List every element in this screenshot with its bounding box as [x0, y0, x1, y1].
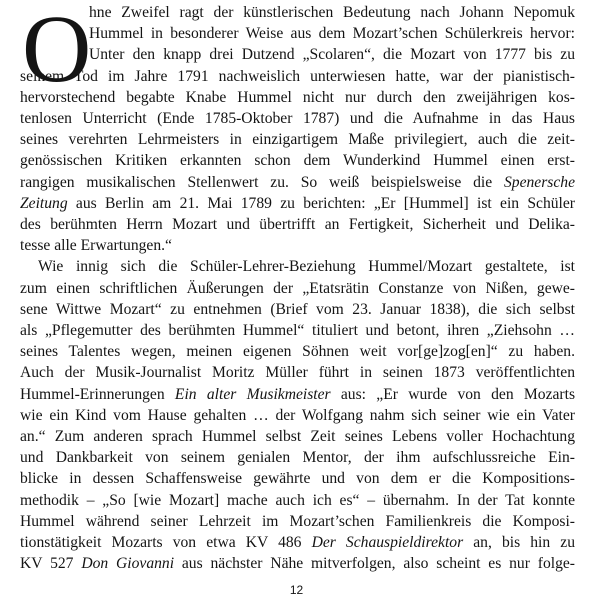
text-line: seinem Tod im Jahre 1791 nachweislich unterwiesen hatte, war der pianistisch-: [20, 67, 575, 85]
text-line: hne Zweifel ragt der künstlerischen Bedeutung nach Johann Nepomuk: [89, 4, 575, 21]
italic-title: Ein alter Musikmeister: [174, 385, 331, 403]
drop-cap: O: [22, 0, 92, 102]
text-line: [20, 384, 575, 405]
text-line: seines verehrten Lehrmeisters in einzigartigem Maße privilegiert, auch die zeit-: [20, 131, 575, 149]
text-line: genössischen Kritiken erkannten schon dem Wunderkind Hummel einen erst-: [20, 152, 575, 170]
text-line: Hummel in besonderer Weise aus dem Mozart’schen Schülerkreis hervor:: [89, 25, 575, 43]
text-line: des berühmten Herrn Mozart und übertrifft an Fertigkeit, Sicherheit und Delika-: [20, 216, 575, 233]
text-line: als „Pflegemutter des berühmten Hummel“ tituliert und betont, ihren „Ziehsohn …: [20, 322, 575, 339]
text-line: Unter den knapp drei Dutzend „Scolaren“, die Mozart von 1777 bis zu: [89, 46, 575, 64]
text-run: KV 527: [20, 555, 82, 573]
text-line: Auch der Musik-Journalist Moritz Müller führt in seinen 1873 veröffentlichten: [20, 364, 575, 382]
text-run: rangigen musikalischen Stellenwert zu. So weiß beispielsweise die: [20, 173, 504, 191]
italic-title: Spenersche: [503, 173, 575, 191]
text-run: aus: „Er wurde von den Mozarts: [330, 385, 576, 403]
text-line: [20, 172, 575, 193]
text-line: blicke in dessen Schaffensweise gewährte und von dem er die Kompositions-: [20, 470, 575, 488]
text-line: wie ein Kind vom Hause gehalten … der Wolfgang nahm sich seiner wie ein Vater: [20, 406, 575, 424]
text-line: Wie innig sich die Schüler-Lehrer-Beziehung Hummel/Mozart gestaltete, ist: [38, 258, 575, 276]
italic-title: Der Schauspieldirektor: [311, 534, 464, 551]
text-run: tionstätigkeit Mozarts von etwa KV 486: [20, 534, 312, 551]
text-line: tenlosen Unterricht (Ende 1785-Oktober 1787) und die Aufnahme in das Haus: [20, 110, 575, 127]
text-line: und Dankbarkeit von seinem genialen Mentor, der ihm aufschlussreiche Ein-: [20, 449, 575, 467]
text-line: Hummel während seiner Lehrzeit im Mozart’schen Familienkreis die Komposi-: [20, 512, 575, 530]
text-line: [20, 532, 575, 553]
text-line: an.“ Zum anderen sprach Hummel selbst Zeit seines Lebens voller Hochachtung: [20, 428, 575, 445]
text-line: hervorstechend begabte Knabe Hummel nicht nur durch den zweijährigen kos-: [20, 88, 575, 106]
text-line: methodik – „So [wie Mozart] mache auch ich es“ – übernahm. In der Tat konnte: [20, 491, 575, 509]
text-run: Hummel-Erinnerungen: [20, 385, 175, 403]
text-run: aus nächster Nähe mitverfolgen, also scheint es nur folge-: [174, 555, 575, 573]
text-line: seines Talentes wegen, meinen eigenen Söhnen weit vor[ge]zog[en]“ zu haben.: [20, 343, 575, 361]
text-run: an, bis hin zu: [463, 534, 576, 551]
text-line: tesse alle Erwartungen.“: [20, 237, 172, 255]
italic-title: Zeitung: [20, 194, 68, 212]
text-run: aus Berlin am 21. Mai 1789 zu berichten: „Er [Hummel] ist ein Schüler: [67, 194, 575, 212]
text-line: [20, 553, 575, 574]
text-line: [20, 193, 575, 214]
italic-title: Don Giovanni: [81, 555, 175, 573]
text-line: sene Wittwe Mozart“ zu entnehmen (Brief vom 23. Januar 1838), die sich selbst: [20, 300, 575, 318]
text-line: zum einen schriftlichen Äußerungen der „Etatsrätin Constanze von Nißen, gewe-: [20, 279, 575, 297]
page-number: 12: [289, 583, 304, 597]
